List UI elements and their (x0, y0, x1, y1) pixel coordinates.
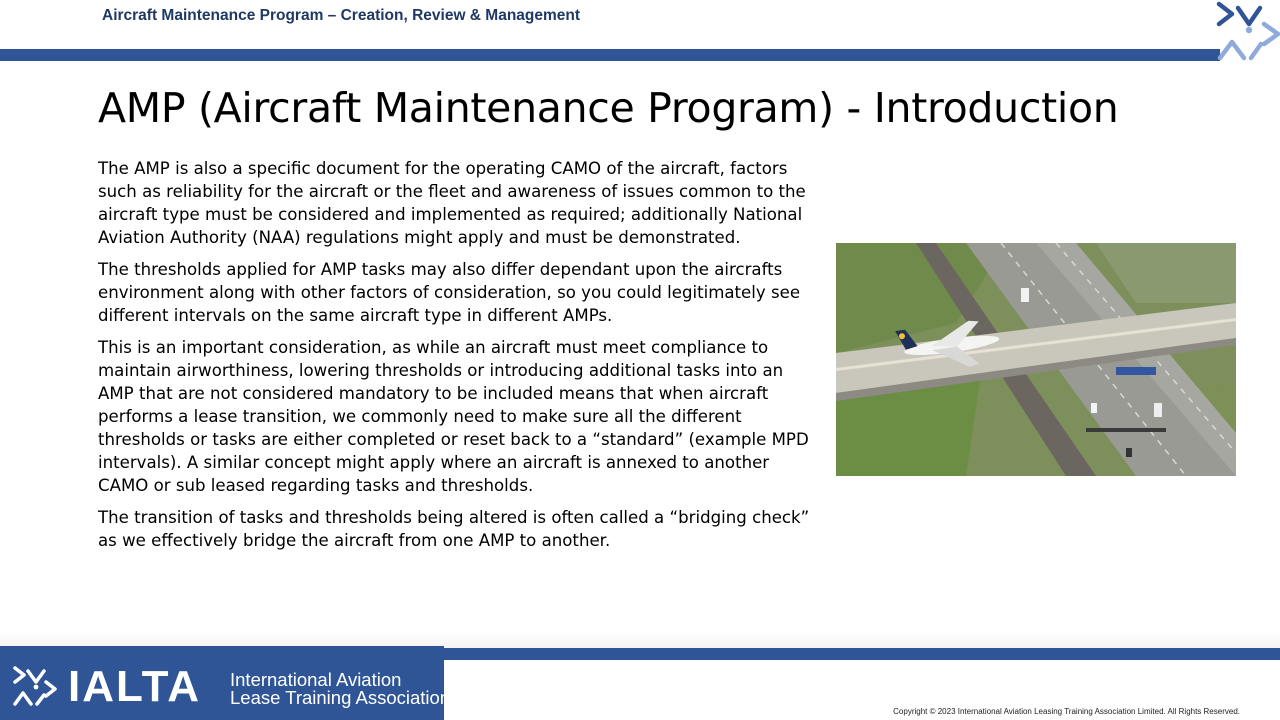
paragraph: The transition of tasks and thresholds being altered is often called a “bridging check” as we effectively bridge the aircraft from one AMP to another. (98, 507, 810, 550)
paragraph: This is an important consideration, as while an aircraft must meet compliance to maintain airworthiness, lowering thresholds or introducing additional tasks into an AMP that are not considered mandatory to be included means that when aircraft performs a lease transition, we commonly need to make sure all the different thresholds or tasks are either completed or reset back to a “standard” (example MPD intervals). A similar concept might apply where an aircraft is annexed to another CAMO or sub leased regarding tasks and thresholds. (98, 337, 809, 496)
header-bar (0, 49, 1220, 61)
ialta-logo-icon (1216, 0, 1280, 62)
org-name-line2: Lease Training Association (230, 687, 451, 708)
aircraft-taxiway-bridge-photo (836, 243, 1236, 476)
header-title: Aircraft Maintenance Program – Creation, Review & Management (102, 7, 581, 24)
body-text (98, 157, 820, 561)
paragraph: The thresholds applied for AMP tasks may also differ dependant upon the aircrafts environment along with other factors of consideration, so you could legitimately see different intervals on the same aircraft type in different AMPs. (98, 259, 801, 326)
slide-title: AMP (Aircraft Maintenance Program) - Introduction (98, 84, 1119, 132)
ialta-logo-text: IALTA (68, 662, 201, 711)
org-name-line1: International Aviation (230, 669, 402, 690)
ialta-logo-icon (12, 665, 58, 707)
paragraph: The AMP is also a specific document for the operating CAMO of the aircraft, factors such as reliability for the aircraft or the fleet and awareness of issues common to the aircraft type must be considered and implemented as required; additionally National Aviation Authority (NAA) regulations might apply and must be demonstrated. (98, 159, 806, 248)
copyright-notice: Copyright © 2023 International Aviation Leasing Training Association Limited. All Rights Reserved. (893, 707, 1240, 716)
